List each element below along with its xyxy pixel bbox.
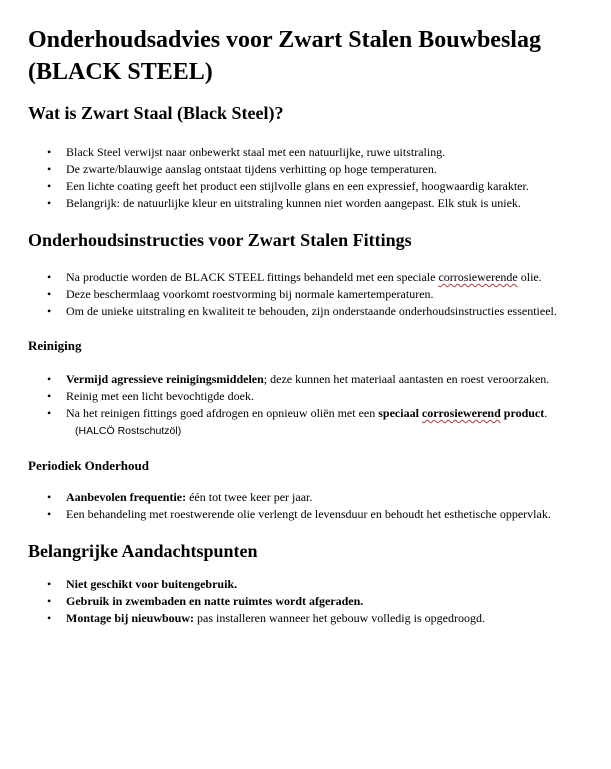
text-run: Na productie worden de BLACK STEEL fittings behandeld met een speciale bbox=[66, 270, 439, 284]
section-heading-important-points: Belangrijke Aandachtspunten bbox=[28, 541, 258, 561]
bold-text-run: Montage bij nieuwbouw: bbox=[66, 611, 195, 625]
bold-text-run: Vermijd agressieve reinigingsmiddelen bbox=[66, 372, 264, 386]
list-item bbox=[66, 144, 571, 161]
list-item bbox=[66, 388, 571, 405]
text-run: De zwarte/blauwige aanslag ontstaat tijdens verhitting op hoge temperaturen. bbox=[66, 162, 437, 176]
list-item bbox=[66, 161, 571, 178]
bullet-list-what-is-black-steel bbox=[28, 144, 583, 212]
text-run: Een behandeling met roestwerende olie verlengt de levensduur en behoudt het esthetische oppervlak. bbox=[66, 507, 551, 521]
list-item bbox=[66, 610, 571, 627]
text-run: Na het reinigen fittings goed afdrogen en opnieuw oliën met een bbox=[66, 406, 379, 420]
bullet-list-cleaning bbox=[28, 371, 583, 440]
text-run: Reinig met een licht bevochtigde doek. bbox=[66, 389, 254, 403]
list-item bbox=[66, 286, 571, 303]
section-heading-maintenance-instructions: Onderhoudsinstructies voor Zwart Stalen Fittings bbox=[28, 230, 412, 250]
spellcheck-word: corrosiewerend bbox=[421, 406, 501, 420]
text-run: olie. bbox=[517, 270, 542, 284]
subsection-heading-periodic-maintenance: Periodiek Onderhoud bbox=[28, 458, 149, 473]
text-run: . bbox=[544, 406, 548, 420]
spellcheck-word: corrosiewerende bbox=[438, 270, 518, 284]
text-run: pas installeren wanneer het gebouw volledig is opgedroogd. bbox=[194, 611, 485, 625]
text-run: Om de unieke uitstraling en kwaliteit te behouden, zijn onderstaande onderhoudsinstructies essentieel. bbox=[66, 304, 557, 318]
list-item bbox=[66, 489, 571, 506]
text-run: één tot twee keer per jaar. bbox=[186, 490, 313, 504]
text-run: ; deze kunnen het materiaal aantasten en roest veroorzaken. bbox=[263, 372, 550, 386]
list-item bbox=[66, 576, 571, 593]
list-item bbox=[66, 371, 571, 388]
subsection-heading-cleaning: Reiniging bbox=[28, 338, 82, 353]
bold-text-run: speciaal bbox=[378, 406, 422, 420]
list-item bbox=[66, 593, 571, 610]
document-title: Onderhoudsadvies voor Zwart Stalen Bouwbeslag (BLACK STEEL) bbox=[28, 27, 541, 85]
product-note: (HALCÖ Rostschutzöl) bbox=[75, 425, 182, 437]
list-item bbox=[66, 178, 571, 195]
bold-text-run: Niet geschikt voor buitengebruik. bbox=[66, 577, 238, 591]
list-item bbox=[66, 303, 571, 320]
text-run: Belangrijk: de natuurlijke kleur en uitstraling kunnen niet worden aangepast. Elk stuk is uniek. bbox=[66, 196, 521, 210]
bold-text-run: Aanbevolen frequentie: bbox=[66, 490, 187, 504]
list-item bbox=[66, 405, 571, 440]
bold-text-run: Gebruik in zwembaden en natte ruimtes wordt afgeraden. bbox=[66, 594, 364, 608]
bullet-list-maintenance-instructions bbox=[28, 269, 583, 320]
list-item bbox=[66, 269, 571, 286]
text-run: Een lichte coating geeft het product een stijlvolle glans en een expressief, hoogwaardig karakter. bbox=[66, 179, 529, 193]
list-item bbox=[66, 195, 571, 212]
bold-text-run: product bbox=[500, 406, 545, 420]
bullet-list-important-points bbox=[28, 576, 583, 627]
section-heading-what-is-black-steel: Wat is Zwart Staal (Black Steel)? bbox=[28, 103, 284, 123]
text-run: Black Steel verwijst naar onbewerkt staal met een natuurlijke, ruwe uitstraling. bbox=[66, 145, 446, 159]
list-item bbox=[66, 506, 571, 523]
bullet-list-periodic-maintenance bbox=[28, 489, 583, 523]
text-run: Deze beschermlaag voorkomt roestvorming bij normale kamertemperaturen. bbox=[66, 287, 434, 301]
